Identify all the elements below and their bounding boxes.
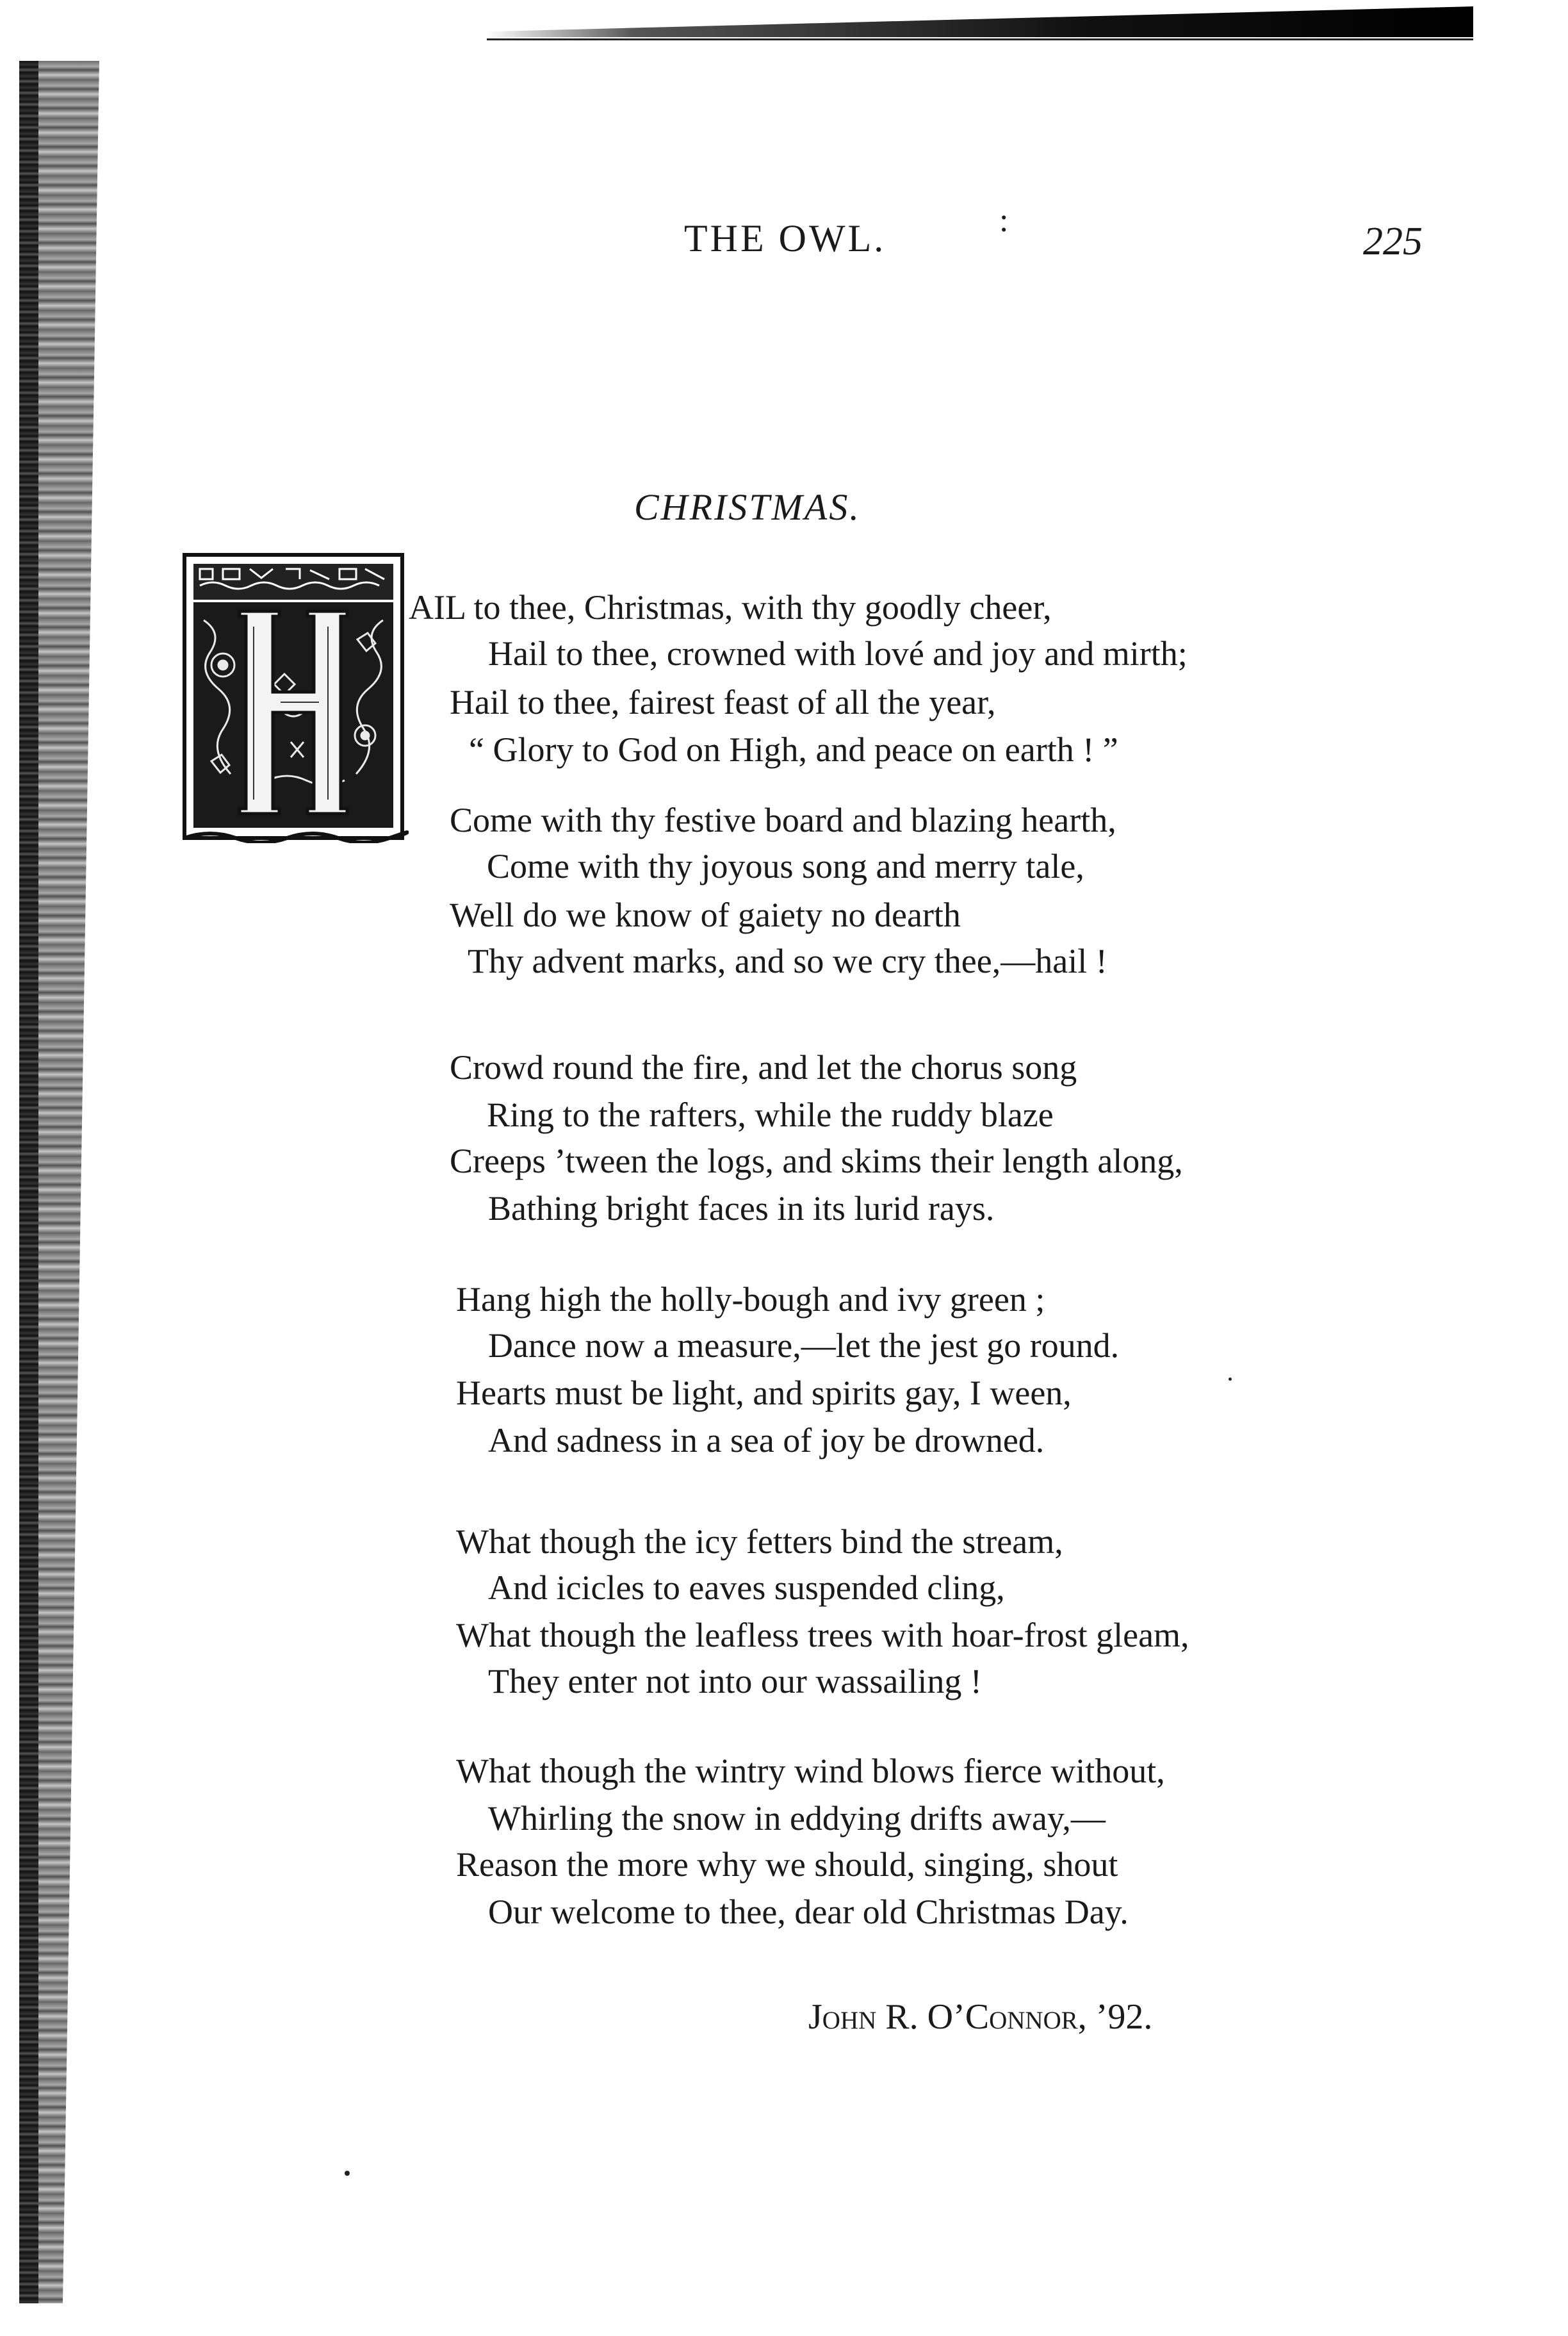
page-edge-fade (38, 61, 99, 2303)
poem-line: Hang high the holly-bough and ivy green ; (456, 1280, 1045, 1319)
poem-line: Hail to thee, crowned with lové and joy and mirth; (488, 634, 1188, 673)
header-marks: : (999, 202, 1009, 239)
poem-line: “ Glory to God on High, and peace on earth ! ” (469, 730, 1118, 769)
poem-line: Whirling the snow in eddying drifts away,— (488, 1799, 1106, 1838)
poem-line: Well do we know of gaiety no dearth (450, 896, 961, 934)
author-signature: John R. O’Connor, ’92. (808, 1997, 1153, 2037)
poem-line: Come with thy festive board and blazing hearth, (450, 801, 1116, 839)
poem-line: Dance now a measure,—let the jest go round. (488, 1326, 1120, 1365)
top-rule (487, 6, 1473, 37)
poem-line: What though the wintry wind blows fierce without, (456, 1752, 1165, 1790)
poem-line: Ring to the rafters, while the ruddy blaze (487, 1096, 1054, 1134)
poem-line: And icicles to eaves suspended cling, (488, 1568, 1005, 1607)
poem-line: Reason the more why we should, singing, shout (456, 1845, 1118, 1884)
poem-line: What though the icy fetters bind the stream, (456, 1522, 1063, 1561)
illuminated-initial (178, 550, 409, 843)
speck (1229, 1378, 1232, 1381)
page-edge-shadow (19, 61, 38, 2303)
poem-line: Bathing bright faces in its lurid rays. (488, 1189, 995, 1228)
poem-line: Creeps ’tween the logs, and skims their length along, (450, 1142, 1183, 1180)
poem-line: Our welcome to thee, dear old Christmas Day. (488, 1893, 1129, 1931)
poem-line: And sadness in a sea of joy be drowned. (488, 1421, 1045, 1460)
poem-title: CHRISTMAS. (634, 486, 861, 528)
poem-line: Hail to thee, fairest feast of all the year, (450, 683, 996, 721)
speck (345, 2171, 350, 2176)
poem-line: Crowd round the fire, and let the chorus song (450, 1048, 1077, 1087)
poem-line: Hearts must be light, and spirits gay, I ween, (456, 1374, 1072, 1412)
top-hairline (487, 38, 1473, 40)
page-number: 225 (1363, 220, 1423, 263)
poem-line: What though the leafless trees with hoar-frost gleam, (456, 1616, 1189, 1654)
poem-line: Come with thy joyous song and merry tale, (487, 847, 1084, 885)
poem-line: Thy advent marks, and so we cry thee,—hail ! (468, 942, 1107, 980)
running-title: THE OWL. (684, 217, 886, 259)
poem-line: They enter not into our wassailing ! (488, 1662, 982, 1700)
poem-line: AIL to thee, Christmas, with thy goodly cheer, (409, 588, 1052, 627)
